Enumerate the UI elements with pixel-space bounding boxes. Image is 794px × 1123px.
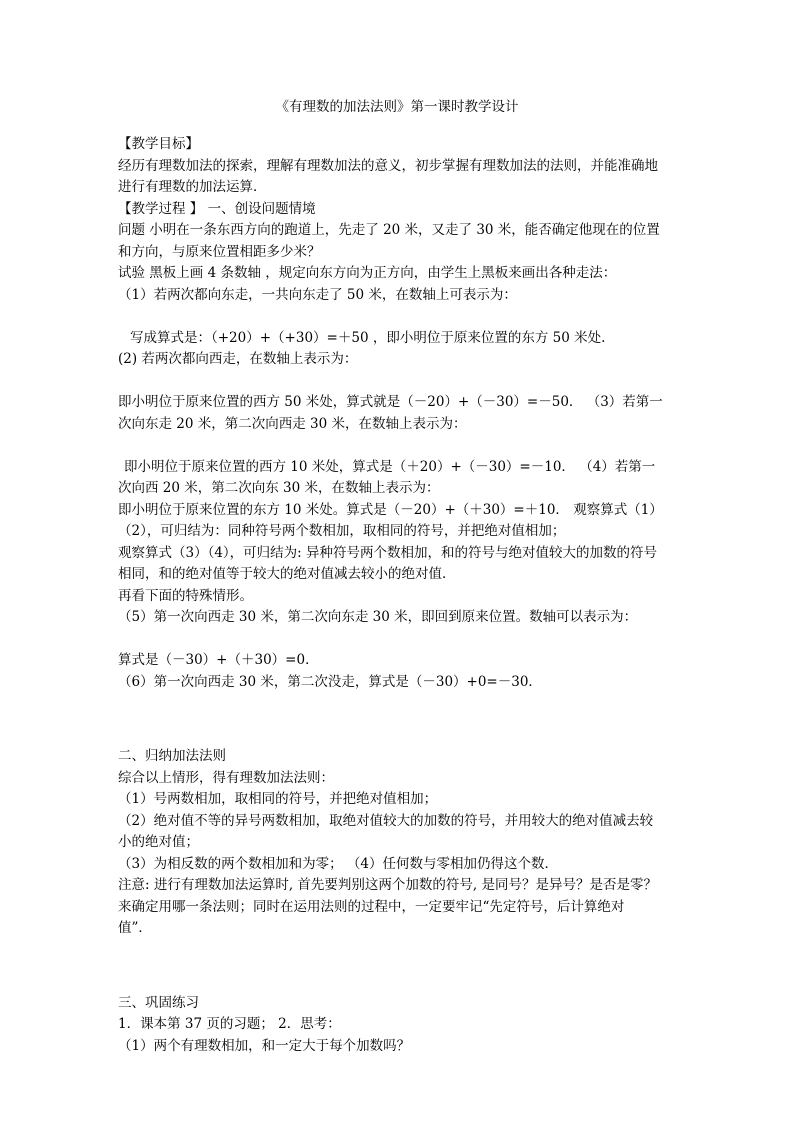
paragraph-line: （1）号两数相加，取相同的符号，并把绝对值相加； (118, 791, 438, 807)
paragraph-line: 即小明位于原来位置的西方 50 米处，算式就是（－20）+（－30）=－50． （3）若第一 (118, 394, 663, 410)
paragraph-line: 和方向，与原来位置相距多少米？ (118, 243, 321, 260)
paragraph-line: （1）两个有理数相加，和一定大于每个加数吗？ (118, 1037, 411, 1054)
paragraph-line: 即小明位于原来位置的东方 10 米处。算式是（－20）+（＋30）=＋10． 观察算式（1） (118, 501, 663, 518)
paragraph-line: 经历有理数加法的探索，理解有理数加法的意义，初步掌握有理数加法的法则，并能准确地 (118, 157, 658, 174)
paragraph-line: 次向东走 20 米，第二次向西走 30 米，在数轴上表示为： (118, 415, 467, 432)
paragraph-line: 来确定用哪一条法则；同时在运用法则的过程中，一定要牢记“先定符号，后计算绝对 (118, 898, 625, 915)
paragraph-line: 相同，和的绝对值等于较大的绝对值减去较小的绝对值． (118, 566, 456, 582)
paragraph-line: 次向西 20 米，第二次向东 30 米，在数轴上表示为： (118, 480, 440, 496)
paragraph-line: （3）为相反数的两个数相加和为零； （4）任何数与零相加仍得这个数． (118, 855, 558, 872)
paragraph-line: 值”． (118, 920, 152, 936)
number-line-space (118, 371, 678, 393)
paragraph-line: （5）第一次向西走 30 米，第二次向东走 30 米，即回到原来位置。数轴可以表示为： (118, 609, 638, 625)
paragraph-line: 小的绝对值； (118, 834, 199, 850)
section-spacer (118, 693, 678, 746)
paragraph-line: 即小明位于原来位置的西方 10 米处，算式是（＋20）+（－30）=－10． （4）若第一 (124, 458, 656, 475)
paragraph-line: 综合以上情形，得有理数加法法则： (118, 769, 334, 786)
paragraph-line: 注意: 进行有理数加法运算时, 首先要判别这两个加数的符号, 是同号？是异号？是否是零？ (118, 877, 658, 893)
paragraph-line: （1）若两次都向东走，一共向东走了 50 米，在数轴上可表示为： (118, 286, 517, 303)
paragraph-line: 观察算式（3）（4），可归结为: 异种符号两个数相加，和的符号与绝对值较大的加数的符号 (118, 544, 658, 561)
section-spacer (118, 940, 678, 993)
number-line-space (118, 435, 678, 457)
paragraph-line: 进行有理数的加法运算． (118, 179, 267, 195)
paragraph-line: 1．课本第 37 页的习题； 2．思考： (118, 1016, 341, 1032)
paragraph-line: （2），可归结为：同种符号两个数相加，取相同的符号，并把绝对值相加； (118, 523, 566, 539)
paragraph-line: 算式是（－30）+（＋30）=0． (118, 652, 319, 668)
page-title: 《有理数的加法法则》第一课时教学设计 (275, 99, 519, 115)
section-heading-practice: 三、巩固练习 (118, 994, 199, 1011)
paragraph-line: 问题 小明在一条东西方向的跑道上，先走了 20 米，又走了 30 米，能否确定他现在的位置 (118, 222, 660, 238)
paragraph-line: 试验 黑板上画 4 条数轴 ，规定向东方向为正方向，由学生上黑板来画出各种走法： (118, 265, 617, 281)
paragraph-line: 再看下面的特殊情形。 (118, 587, 253, 604)
paragraph-line: （6）第一次向西走 30 米，第二次没走，算式是（－30）+0=－30． (118, 673, 542, 690)
paragraph-line: (2) 若两次都向西走，在数轴上表示为： (118, 351, 358, 367)
section-heading-rules: 二、归纳加法法则 (118, 748, 226, 764)
number-line-space (118, 629, 678, 651)
number-line-space (118, 306, 678, 328)
document-body (118, 134, 678, 1057)
section-heading-objectives: 【教学目标】 (118, 136, 199, 152)
paragraph-line: 写成算式是：（+20）+（+30）=＋50 ，即小明位于原来位置的东方 50 米处. (130, 329, 606, 346)
section-heading-process: 【教学过程 】 一、创设问题情境 (118, 200, 316, 217)
paragraph-line: （2）绝对值不等的异号两数相加，取绝对值较大的加数的符号，并用较大的绝对值减去较 (118, 812, 654, 829)
